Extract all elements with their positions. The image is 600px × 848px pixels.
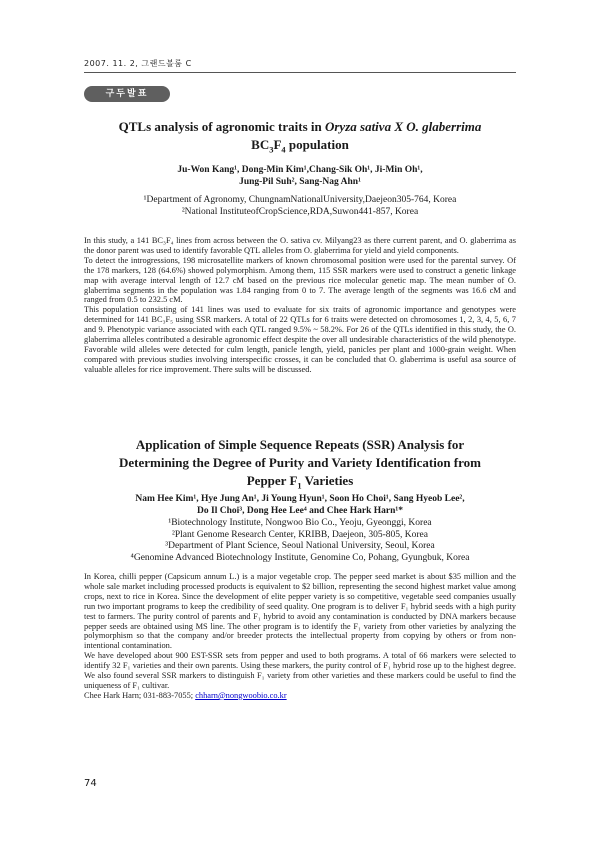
header-date-line: 2007. 11. 2, 그랜드볼룸 C <box>84 59 192 68</box>
paper1-title-sub2: 4 <box>281 144 286 155</box>
paper2-affil-4: ⁴Genomine Advanced Biotechnology Institute, Genomine Co, Pohang, Gyungbuk, Korea <box>130 552 470 563</box>
paper2-abstract <box>84 572 516 701</box>
paper2-title-line3-post: Varieties <box>301 473 354 488</box>
paper2-title <box>84 436 516 490</box>
paper1-title-f: F <box>273 137 282 152</box>
paper1-title <box>84 118 516 154</box>
paper1-authors <box>84 165 516 188</box>
paper1-affiliations <box>84 195 516 218</box>
paper1-paragraph: To detect the introgressions, 198 microsatellite markers of known chromosomal position were used for the parental survey. Of the 178 markers, 128 (64.6%) showed polymorphism. Among them, 115 SSR markers were used to construct a genetic linkage map with average interval length of 12.7 cM based on the previous rice molecular genetic map. The mean number of O. glaberrima segments in the population was 1.84 ranging from 0 to 7. The average length of the segments was 16.6 cM and ranged from 0.5 to 232.5 cM. <box>84 255 516 305</box>
paper2-authors <box>84 494 516 517</box>
paper1-paragraph: In this study, a 141 BC₃F₄ lines from across between the O. sativa cv. Milyang23 as there current parent, and O. glaberrima as the donor parent was used to identify favorable QTL alleles from O. glaberrima for yield and yield components. <box>84 236 516 255</box>
paper2-authors-line2: Do Il Choi³, Dong Hee Lee⁴ and Chee Hark Harn¹* <box>197 505 403 516</box>
paper1-title-post: population <box>285 137 349 152</box>
paper2-affil-1: ¹Biotechnology Institute, Nongwoo Bio Co., Yeoju, Gyeonggi, Korea <box>168 518 432 528</box>
paper1-affil-1: ¹Department of Agronomy, ChungnamNationalUniversity,Daejeon305-764, Korea <box>143 195 457 205</box>
paper1-authors-line1: Ju-Won Kang¹, Dong-Min Kim¹,Chang-Sik Oh¹, Ji-Min Oh¹, <box>177 165 423 175</box>
paper2-title-line3-sub: 1 <box>297 480 302 491</box>
paper2-title-line1: Application of Simple Sequence Repeats (SSR) Analysis for <box>135 437 465 452</box>
paper2-authors-line1: Nam Hee Kim¹, Hye Jung An¹, Ji Young Hyun¹, Soon Ho Choi¹, Sang Hyeob Lee², <box>135 494 465 504</box>
paper2-title-line3 <box>84 472 516 490</box>
paper1-affil-2: ²National InstituteofCropScience,RDA,Suwon441-857, Korea <box>181 206 419 217</box>
paper2-contact-email-link[interactable]: chharn@nongwoobio.co.kr <box>195 690 287 700</box>
paper2-paragraph: We have developed about 900 EST-SSR sets from pepper and used to both programs. A total of 66 markers were selected to identify 32 F₁ varieties and their own parents. Using these markers, the purity control of F₁ hybrid rose up to the highest degree. We also found several SSR markers to distinguish F₁ variety from other varieties and these markers could be useful to find the uniqueness of F₁ cultivar. <box>84 651 516 690</box>
paper2-contact-text: Chee Hark Harn; 031-883-7055; <box>84 690 196 700</box>
paper1-title-pre: QTLs analysis of agronomic traits in <box>118 119 325 134</box>
paper2-affil-3: ³Department of Plant Science, Seoul National University, Seoul, Korea <box>165 541 435 551</box>
paper2-title-line2: Determining the Degree of Purity and Variety Identification from <box>118 455 482 470</box>
paper1-paragraph: This population consisting of 141 lines was used to evaluate for six traits of agronomic importance and genotypes were determined for 141 BC₃F₅ using SSR markers. A total of 22 QTLs for 6 traits were detected on chromosomes 1, 2, 3, 4, 5, 6, 7 and 9. Phenotypic variance associated with each QTL ranged 9.5% ~ 58.2%. For 26 of the QTLs identified in this study, the O. glaberrima alleles contributed a desirable agronomic effect despite the over all undesirable characteristics of the wild phenotype. Favorable wild alleles were detected for culm length, panicle length, yield, panicles per plant and 1000-grain weight. When compared with previous studies involving interspecific crosses, it can be concluded that O. glaberrima is useful asa source of valuable alleles for rice improvement. There sults will be discussed. <box>84 305 516 374</box>
paper1-title-bc: BC <box>251 137 270 152</box>
paper1-authors-line2: Jung-Pil Suh², Sang-Nag Ahn¹ <box>239 176 361 187</box>
paper2-contact <box>84 691 516 701</box>
paper2-paragraph: In Korea, chilli pepper (Capsicum annum L.) is a major vegetable crop. The pepper seed market is about $35 million and the whole sale market including processed products is equivalent to $2 billion, representing the second highest market value among crops, next to rice in Korea. Since the development of elite pepper variety is so competitive, vegetable seed companies usually run two important programs to keep the credibility of seed quality. One program is to deliver F₁ hybrid seeds with a high purity test to farmers. The purity control of parents and F₁ hybrid to avoid any contamination is conducted by DNA markers because pepper seeds are obtained using MS line. The other program is to identify the F₁ variety from other varieties by analyzing the polymorphism so that the company and/or breeder protects the intellectual property from copying by others or from non-intentional contamination. <box>84 572 516 651</box>
paper1-title-sub1: 3 <box>269 144 274 155</box>
paper2-title-line3-pre: Pepper F <box>246 473 298 488</box>
paper1-abstract <box>84 236 516 375</box>
paper2-affiliations <box>84 518 516 564</box>
paper1-title-italic: Oryza sativa X O. glaberrima <box>324 119 482 134</box>
page-number: 74 <box>84 778 97 789</box>
session-badge: 구두발표 <box>84 86 170 102</box>
paper2-affil-2: ²Plant Genome Research Center, KRIBB, Daejeon, 305-805, Korea <box>172 529 428 540</box>
header-rule <box>84 72 516 73</box>
